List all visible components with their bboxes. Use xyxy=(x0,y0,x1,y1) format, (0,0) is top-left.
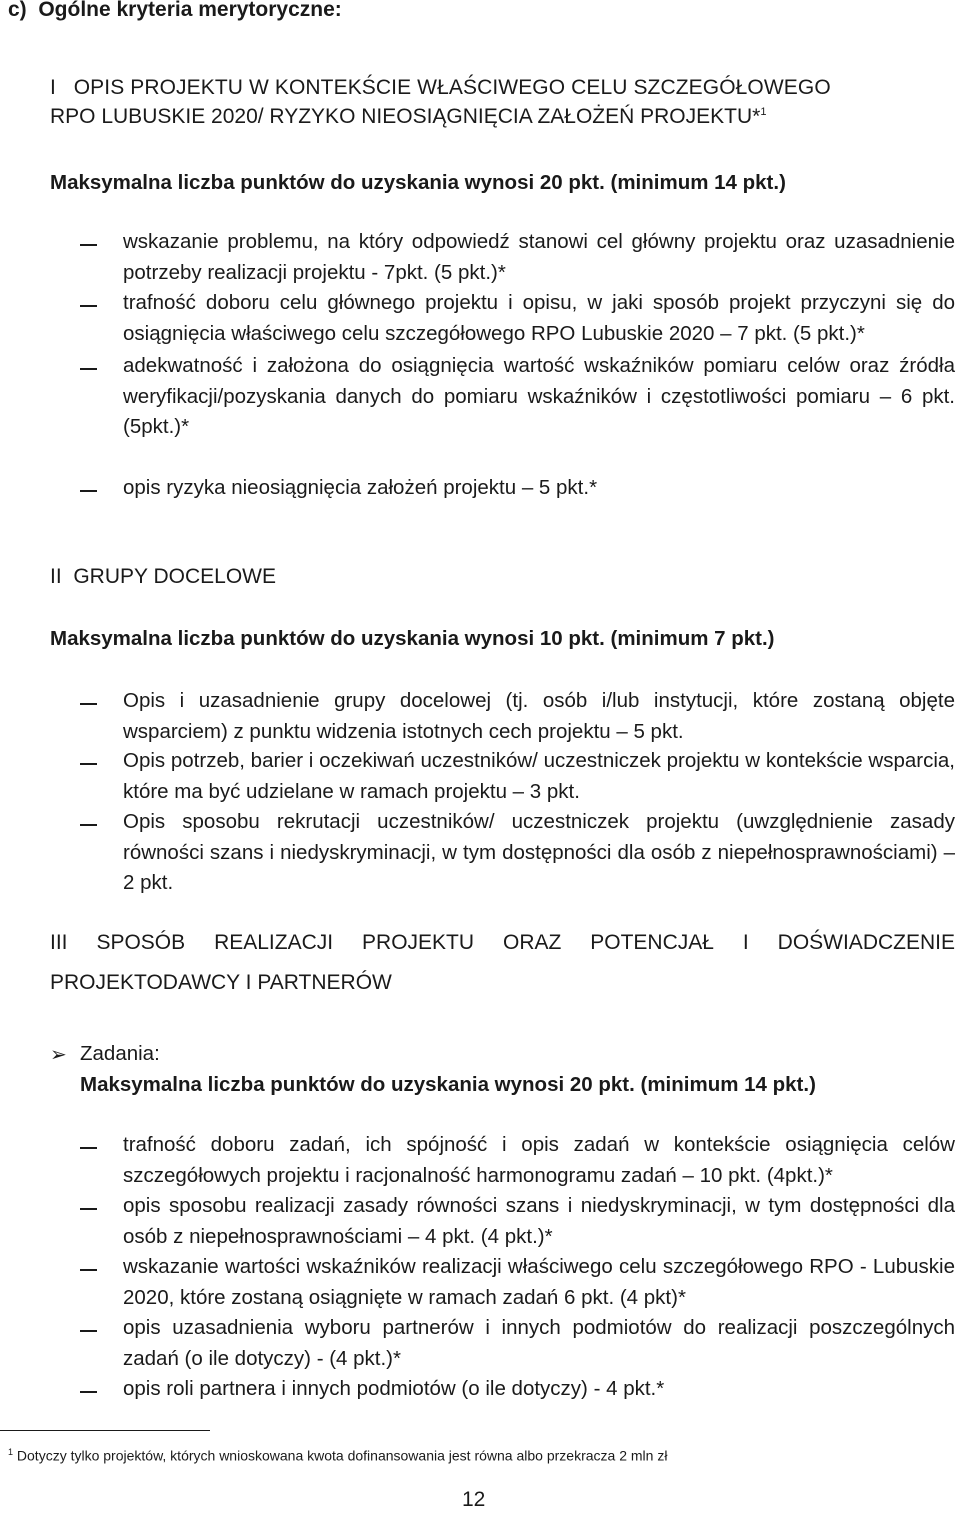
dash-bullet xyxy=(80,305,97,307)
dash-bullet xyxy=(80,1330,97,1332)
dash-bullet xyxy=(80,703,97,705)
section-2-heading: II GRUPY DOCELOWE xyxy=(50,565,276,588)
footnote-marker: 1 xyxy=(8,1447,14,1457)
section-3-sub-label: Zadania: xyxy=(80,1042,160,1065)
section-2-item: Opis i uzasadnienie grupy docelowej (tj. osób i/lub instytucji, które zostaną objęte wsparciem) z punktu widzenia istotnych cech projektu – 5 pkt. xyxy=(123,689,955,743)
section-1-heading-line-1: I OPIS PROJEKTU W KONTEKŚCIE WŁAŚCIWEGO CELU SZCZEGÓŁOWEGO xyxy=(50,76,831,99)
section-2-item: Opis sposobu rekrutacji uczestników/ uczestniczek projektu (uwzględnienie zasady równości szans i niedyskryminacji, w tym dostępności dla osób z niepełnosprawnościami) – 2 pkt. xyxy=(123,810,955,894)
section-1-heading-text: RPO LUBUSKIE 2020/ RYZYKO NIEOSIĄGNIĘCIA ZAŁOŻEŃ PROJEKTU* xyxy=(50,105,761,128)
dash-bullet xyxy=(80,1147,97,1149)
section-3-item: opis sposobu realizacji zasady równości szans i niedyskryminacji, w tym dostępności dla osób z niepełnosprawnościami – 4 pkt. (4 pkt.)* xyxy=(123,1194,955,1248)
page-number: 12 xyxy=(462,1488,486,1511)
section-1-item: adekwatność i założona do osiągnięcia wartość wskaźników pomiaru celów oraz źródła weryfikacji/pozyskania danych do pomiaru wskaźników i częstotliwości pomiaru – 6 pkt. (5pkt.)* xyxy=(123,354,955,438)
section-3-item: opis uzasadnienia wyboru partnerów i innych podmiotów do realizacji poszczególnych zadań (o ile dotyczy) - (4 pkt.)* xyxy=(123,1316,955,1370)
section-3-max-points: Maksymalna liczba punktów do uzyskania wynosi 20 pkt. (minimum 14 pkt.) xyxy=(80,1073,816,1096)
footnote-reference: 1 xyxy=(760,106,767,118)
dash-bullet xyxy=(80,244,97,246)
footnote xyxy=(8,1447,667,1464)
section-3-item: trafność doboru zadań, ich spójność i opis zadań w kontekście osiągnięcia celów szczegółowych projektu i racjonalność harmonogramu zadań – 10 pkt. (4pkt.)* xyxy=(123,1133,955,1187)
arrow-bullet-icon: ➢ xyxy=(50,1044,67,1066)
dash-bullet xyxy=(80,368,97,370)
section-1-heading-line-2 xyxy=(50,105,766,129)
footnote-divider xyxy=(0,1430,210,1431)
section-3-item: opis roli partnera i innych podmiotów (o ile dotyczy) - 4 pkt.* xyxy=(123,1377,665,1400)
section-3-heading-line-2: PROJEKTODAWCY I PARTNERÓW xyxy=(50,971,392,994)
section-1-item: trafność doboru celu głównego projektu i opisu, w jaki sposób projekt przyczyni się do osiągnięcia właściwego celu szczegółowego RPO Lubuskie 2020 – 7 pkt. (5 pkt.)* xyxy=(123,291,955,345)
section-1-max-points: Maksymalna liczba punktów do uzyskania wynosi 20 pkt. (minimum 14 pkt.) xyxy=(50,171,786,194)
dash-bullet xyxy=(80,1391,97,1393)
dash-bullet xyxy=(80,824,97,826)
dash-bullet xyxy=(80,1208,97,1210)
section-title: c) Ogólne kryteria merytoryczne: xyxy=(8,0,342,21)
section-3-item: wskazanie wartości wskaźników realizacji właściwego celu szczegółowego RPO - Lubuskie 2020, które zostaną osiągnięte w ramach zadań 6 pkt. (4 pkt)* xyxy=(123,1255,955,1309)
section-2-item: Opis potrzeb, barier i oczekiwań uczestników/ uczestniczek projektu w kontekście wsparcia, które ma być udzielane w ramach projektu – 3 pkt. xyxy=(123,749,955,803)
section-3-heading-line-1: III SPOSÓB REALIZACJI PROJEKTU ORAZ POTENCJAŁ I DOŚWIADCZENIE xyxy=(50,931,955,954)
section-1-item: opis ryzyka nieosiągnięcia założeń projektu – 5 pkt.* xyxy=(123,476,598,499)
footnote-text: Dotyczy tylko projektów, których wnioskowana kwota dofinansowania jest równa albo przekracza 2 mln zł xyxy=(13,1447,668,1464)
dash-bullet xyxy=(80,490,97,492)
section-1-item: wskazanie problemu, na który odpowiedź stanowi cel główny projektu oraz uzasadnienie potrzeby realizacji projektu - 7pkt. (5 pkt.)* xyxy=(123,230,955,284)
dash-bullet xyxy=(80,763,97,765)
section-2-max-points: Maksymalna liczba punktów do uzyskania wynosi 10 pkt. (minimum 7 pkt.) xyxy=(50,627,775,650)
dash-bullet xyxy=(80,1269,97,1271)
